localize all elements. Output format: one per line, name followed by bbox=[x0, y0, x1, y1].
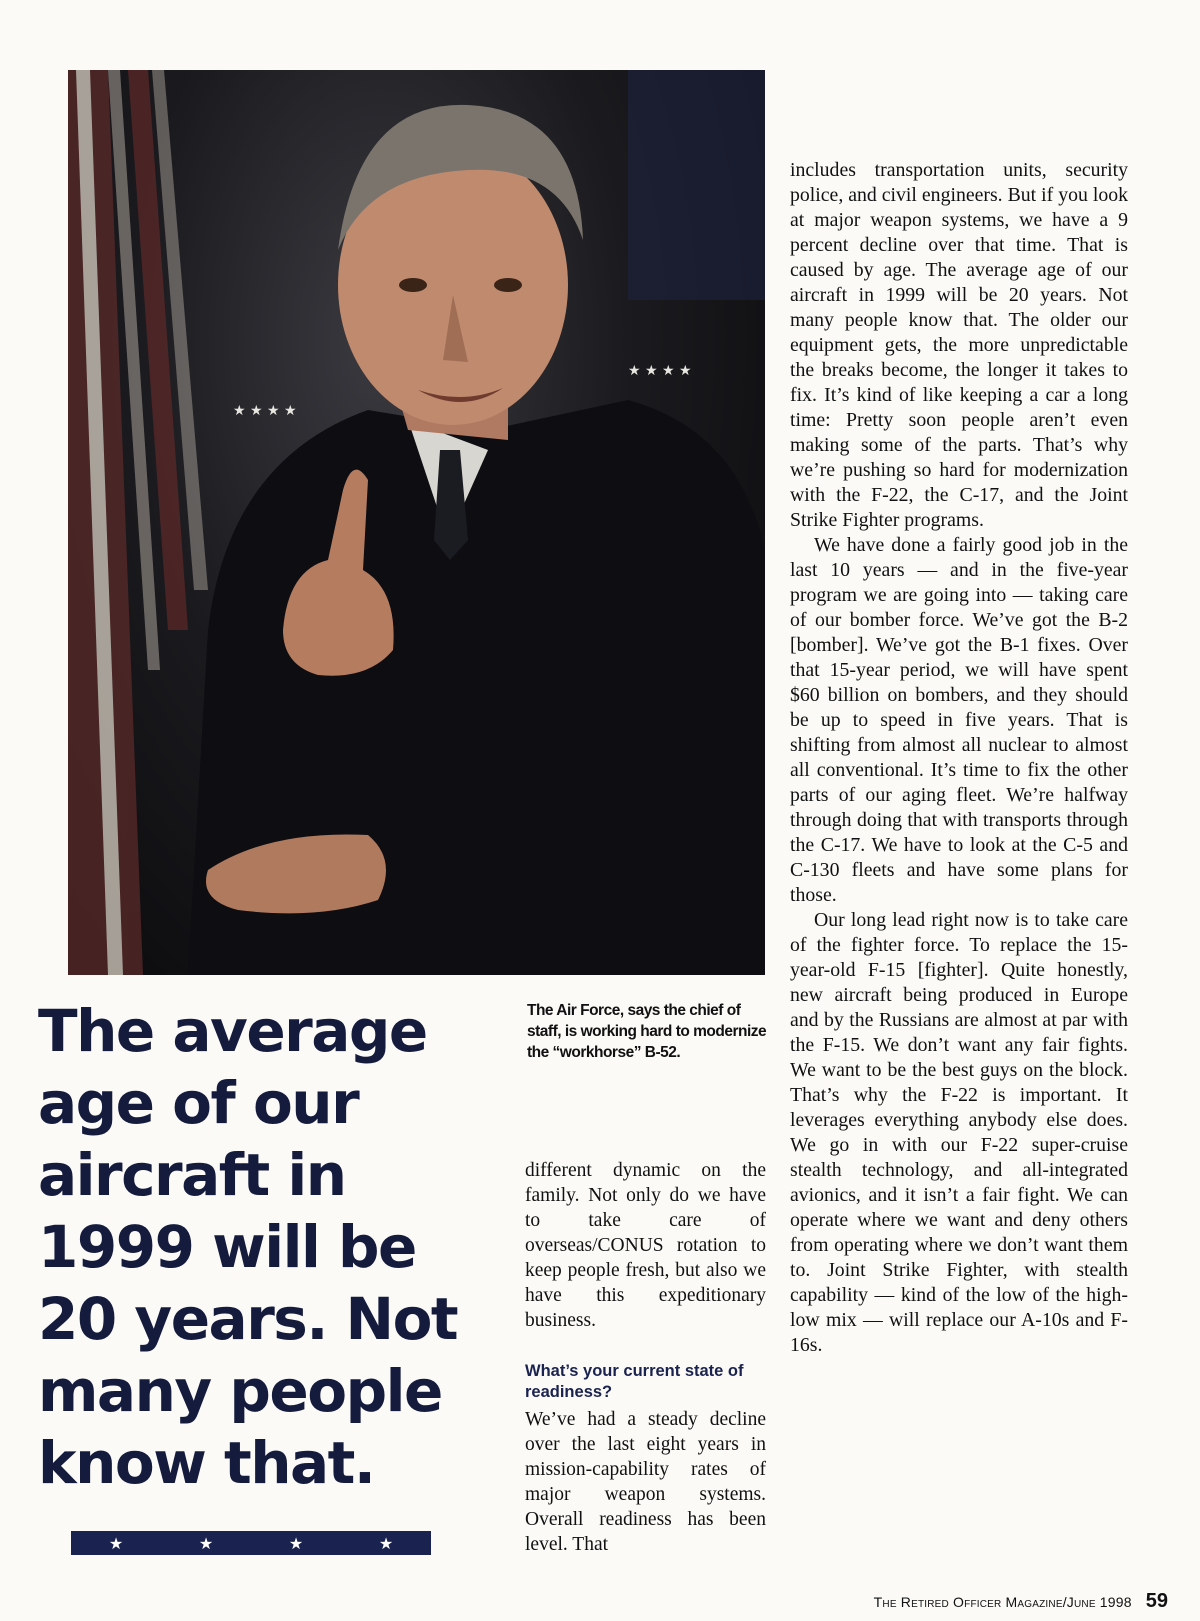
body-paragraph: We have done a fairly good job in the last 10 years — and in the five-year program we are going into — taking care of our bomber force. We’ve got the B-2 [bomber]. We’ve got the B-1 fixes. Over that 15-year period, we will have spent $60 billion on bombers, and they should be up to speed in five years. That is shifting from almost all nuclear to almost all conventional. It’s time to fix the other parts of our aging fleet. We’re halfway through doing that with transports through the C-17. We have to look at the C-5 and C-130 fleets and have some plans for those. bbox=[790, 534, 1128, 906]
interview-question: What’s your current state of readiness? bbox=[525, 1362, 744, 1401]
star-icon: ★ bbox=[378, 1533, 394, 1553]
middle-column bbox=[525, 1158, 766, 1557]
pull-quote: The average age of our aircraft in 1999 will be 20 years. Not many people know that. bbox=[38, 997, 458, 1497]
svg-text:★ ★ ★ ★: ★ ★ ★ ★ bbox=[628, 363, 692, 379]
portrait-photo bbox=[68, 70, 765, 975]
svg-text:★ ★ ★ ★: ★ ★ ★ ★ bbox=[233, 403, 297, 419]
portrait-illustration bbox=[68, 70, 765, 975]
page-footer bbox=[838, 1590, 1168, 1613]
star-icon: ★ bbox=[288, 1533, 304, 1553]
body-paragraph: Our long lead right now is to take care of the fighter force. To replace the 15-year-old F-15 [fighter]. Quite honestly, new aircraft being produced in Europe and by the Russians are almost at par with the F-15. We don’t want any fair fights. We want to be the best guys on the block. That’s why the F-22 is important. It leverages everything anybody else does. We go in with our F-22 super-cruise stealth technology, and all-integrated avionics, and it isn’t a fair fight. We can operate where we want and deny others from operating where we don’t want them to. Joint Strike Fighter, with stealth capability — kind of the low of the high-low mix — will replace our A-10s and F-16s. bbox=[790, 909, 1128, 1356]
star-icon: ★ bbox=[198, 1533, 214, 1553]
star-icon: ★ bbox=[108, 1533, 124, 1553]
page-number: 59 bbox=[1145, 1590, 1168, 1612]
flag-stripes bbox=[68, 70, 208, 975]
star-bar bbox=[71, 1531, 431, 1555]
photo-caption: The Air Force, says the chief of staff, is working hard to modernize the “workhorse” B-52. bbox=[527, 1002, 767, 1061]
body-paragraph: includes transportation units, security police, and civil engineers. But if you look at major weapon systems, we have a 9 percent decline over that time. That is caused by age. The average age of our aircraft in 1999 will be 20 years. Not many people know that. The older our equipment gets, the more unpredictable the breaks become, the longer it takes to fix. It’s kind of like keeping a car a long time: Pretty soon people aren’t even making some of the parts. That’s why we’re pushing so hard for modernization with the F-22, the C-17, and the Joint Strike Fighter programs. bbox=[790, 159, 1128, 531]
publication-title: The Retired Officer Magazine/June 1998 bbox=[873, 1594, 1132, 1610]
body-paragraph: We’ve had a steady decline over the last eight years in mission-capability rates of major weapon systems. Overall readiness has been level. That bbox=[525, 1409, 766, 1555]
body-paragraph: different dynamic on the family. Not only do we have to take care of overseas/CONUS rotation to keep people fresh, but also we have this expeditionary business. bbox=[525, 1160, 766, 1331]
right-column bbox=[790, 158, 1128, 1358]
